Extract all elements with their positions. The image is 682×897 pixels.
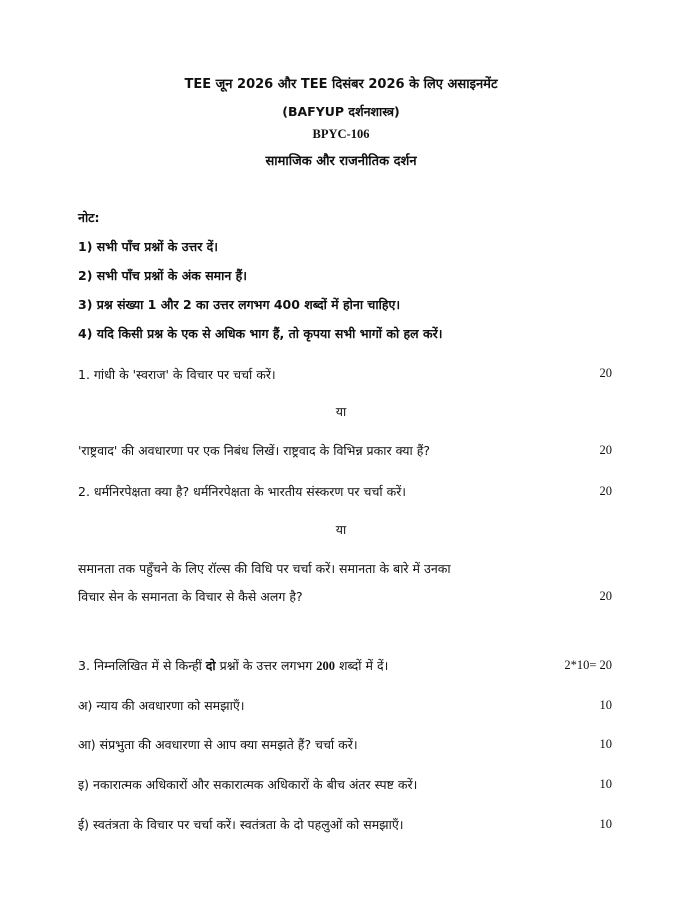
question-3-part-b: आ) संप्रभुता की अवधारणा से आप क्या समझते हैं? चर्चा करें।: [78, 737, 358, 752]
question-1b: 'राष्ट्रवाद' की अवधारणा पर एक निबंध लिखें। राष्ट्रवाद के विभिन्न प्रकार क्या हैं?: [78, 443, 431, 458]
note-item: 4) यदि किसी प्रश्न के एक से अधिक भाग हैं, तो कृपया सभी भागों को हल करें।: [78, 326, 443, 341]
question-2a-marks: 20: [599, 484, 612, 498]
notes-heading: नोट:: [78, 210, 100, 225]
question-2a: 2. धर्मनिरपेक्षता क्या है? धर्मनिरपेक्षता के भारतीय संस्करण पर चर्चा करें।: [78, 484, 407, 499]
q3-intro-count: दो: [205, 658, 216, 673]
instructions-block: [78, 209, 442, 354]
question-3-part-a: अ) न्याय की अवधारणा को समझाएँ।: [78, 698, 245, 713]
course-title: सामाजिक और राजनीतिक दर्शन: [265, 154, 417, 169]
question-3-part-b-marks: 10: [599, 737, 612, 751]
or-separator: या: [335, 522, 347, 537]
course-code: BPYC-106: [312, 127, 370, 141]
q3-intro-mid: प्रश्नों के उत्तर लगभग: [215, 658, 317, 673]
q3-intro-post: शब्दों में दें।: [335, 658, 389, 673]
question-1a: 1. गांधी के 'स्वराज' के विचार पर चर्चा करें।: [78, 367, 276, 382]
question-1b-marks: 20: [599, 443, 612, 457]
question-3-part-c: इ) नकारात्मक अधिकारों और सकारात्मक अधिकारों के बीच अंतर स्पष्ट करें।: [78, 777, 418, 792]
question-1a-marks: 20: [599, 366, 612, 380]
note-item: 1) सभी पाँच प्रश्नों के उत्तर दें।: [78, 239, 219, 254]
programme-name: (BAFYUP दर्शनशास्त्र): [282, 104, 400, 119]
note-item: 3) प्रश्न संख्या 1 और 2 का उत्तर लगभग 400 शब्दों में होना चाहिए।: [78, 297, 401, 312]
assignment-title: TEE जून 2026 और TEE दिसंबर 2026 के लिए असाइनमेंट: [184, 77, 498, 92]
or-separator: या: [335, 404, 347, 419]
question-2b-line-1: समानता तक पहुँचने के लिए रॉल्स की विधि पर चर्चा करें। समानता के बारे में उनका: [78, 561, 451, 576]
question-3-part-a-marks: 10: [599, 698, 612, 712]
question-3-part-c-marks: 10: [599, 777, 612, 791]
note-item: 2) सभी पाँच प्रश्नों के अंक समान हैं।: [78, 268, 248, 283]
question-3-part-d-marks: 10: [599, 817, 612, 831]
question-3-marks: 2*10= 20: [564, 658, 612, 672]
question-3-intro: [78, 657, 388, 674]
question-2b-line-2: विचार सेन के समानता के विचार से कैसे अलग है?: [78, 589, 303, 604]
q3-intro-pre: 3. निम्नलिखित में से किन्हीं: [78, 658, 206, 673]
question-3-part-d: ई) स्वतंत्रता के विचार पर चर्चा करें। स्वतंत्रता के दो पहलुओं को समझाएँ।: [78, 817, 404, 832]
q3-intro-words: 200: [316, 659, 336, 673]
question-2b-marks: 20: [599, 589, 612, 603]
